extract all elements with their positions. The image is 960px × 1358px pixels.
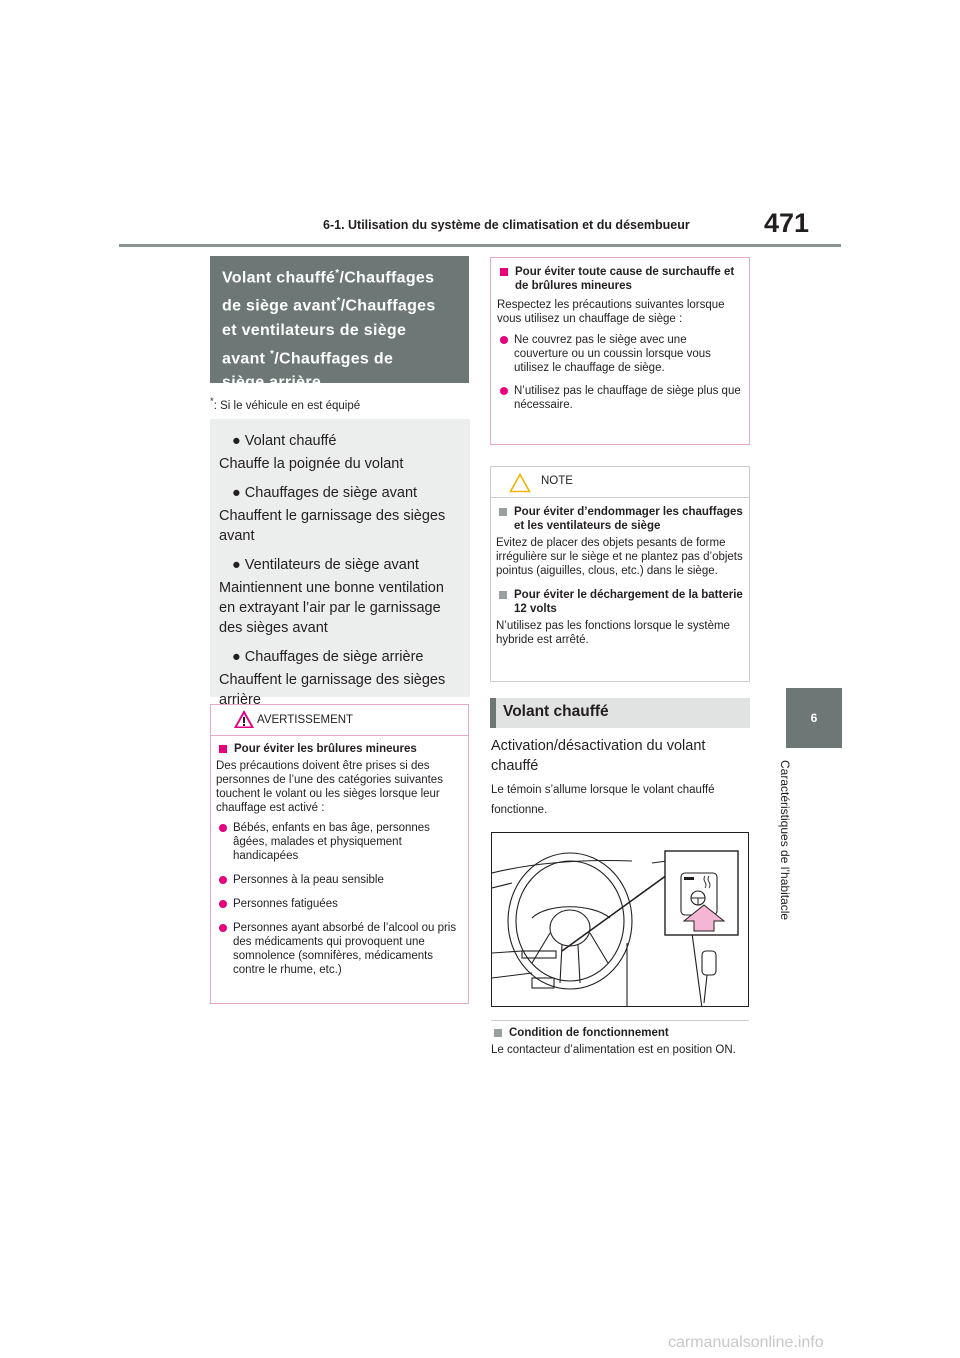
list-item: ● Ventilateurs de siège avant Maintiennent une bonne ventilation en extrayant l’air par le garnissage des sièges avant: [219, 557, 444, 636]
note-heading: Pour éviter d’endommager les chauffages et les ventilateurs de siège: [496, 505, 744, 533]
header-divider: [119, 244, 841, 247]
note-heading: Pour éviter le déchargement de la batterie 12 volts: [496, 588, 744, 616]
list-item: Bébés, enfants en bas âge, personnes âgées, malades et physiquement handicapées: [216, 821, 463, 863]
chapter-number: 6: [810, 711, 818, 725]
warning-label: AVERTISSEMENT: [257, 714, 354, 726]
section-text: Le témoin s’allume lorsque le volant chauffé fonctionne.: [491, 784, 715, 816]
dashboard-drawing: [492, 833, 749, 1007]
list-item: N’utilisez pas le chauffage de siège plus que nécessaire.: [497, 384, 743, 412]
steering-wheel-illustration: [491, 832, 749, 1007]
caution-heading: Pour éviter toute cause de surchauffe et de brûlures mineures: [497, 265, 743, 293]
warning-heading: Pour éviter les brûlures mineures: [216, 742, 463, 756]
condition-heading: Condition de fonctionnement: [491, 1026, 749, 1040]
list-item: Ne couvrez pas le siège avec une couverture ou un coussin lorsque vous utilisez le chauffage de siège.: [497, 333, 743, 375]
chapter-tab: [786, 688, 842, 748]
divider: [491, 1020, 749, 1021]
watermark: carmanualsonline.info: [668, 1334, 824, 1351]
list-item: Personnes à la peau sensible: [216, 873, 463, 887]
section-title-box: Volant chauffé*/Chauffages de siège avant*/Chauffages et ventilateurs de siège avant */Chauffages de siège arrière: [210, 256, 469, 383]
features-list: [210, 419, 470, 708]
note-box: NOTE Pour éviter d’endommager les chauffages et les ventilateurs de siège Evitez de placer des objets pesants de forme irrégulière sur le siège et ne plantez pas d’objets pointus (aiguilles, clous, etc.) dans le siège. Pour éviter le déchargement de la batterie 12 volts N’utilisez pas les fonctions lorsque le système hybride est arrêté.: [490, 466, 750, 682]
section-subtitle: Activation/désactivation du volant chauffé: [491, 738, 706, 774]
condition-block: Condition de fonctionnement Le contacteur d’alimentation est en position ON.: [491, 1026, 749, 1057]
warning-icon: [233, 709, 255, 729]
list-item: ● Chauffages de siège arrière Chauffent le garnissage des sièges arrière: [219, 649, 446, 708]
chapter-side-label: Caractéristiques de l’habitacle: [778, 760, 792, 921]
list-item: ● Volant chauffé Chauffe la poignée du volant: [219, 433, 404, 472]
section-heading: Volant chauffé: [490, 698, 750, 728]
caution-triangle-icon: [509, 473, 531, 493]
list-item: ● Chauffages de siège avant Chauffent le garnissage des sièges avant: [219, 485, 446, 544]
caution-box: Pour éviter toute cause de surchauffe et de brûlures mineures Respectez les précautions suivantes lorsque vous utilisez un chauffage de siège : Ne couvrez pas le siège avec une couverture ou un coussin lorsque vous utilisez le chauffage de siège. N’utilisez pas le chauffage de siège plus que nécessaire.: [490, 257, 750, 445]
list-item: Personnes fatiguées: [216, 897, 463, 911]
footnote: *: Si le véhicule en est équipé: [210, 396, 361, 412]
warning-box: AVERTISSEMENT Pour éviter les brûlures mineures Des précautions doivent être prises si des personnes de l’une des catégories suivantes touchent le volant ou les sièges lorsque leur chauffage est activé : Bébés, enfants en bas âge, personnes âgées, malades et physiquement handicapées Personnes à la peau sensible Personnes fatiguées Personnes ayant absorbé de l’alcool ou pris des médicaments qui provoquent une somnolence (somnifères, médicaments contre le rhume, etc.): [210, 704, 469, 1004]
list-item: Personnes ayant absorbé de l’alcool ou pris des médicaments qui provoquent une somnolence (somnifères, médicaments contre le rhume, etc.): [216, 921, 463, 977]
note-label: NOTE: [541, 475, 573, 487]
page-number: 471: [764, 208, 810, 238]
header-title: 6-1. Utilisation du système de climatisation et du désembueur: [323, 218, 690, 232]
